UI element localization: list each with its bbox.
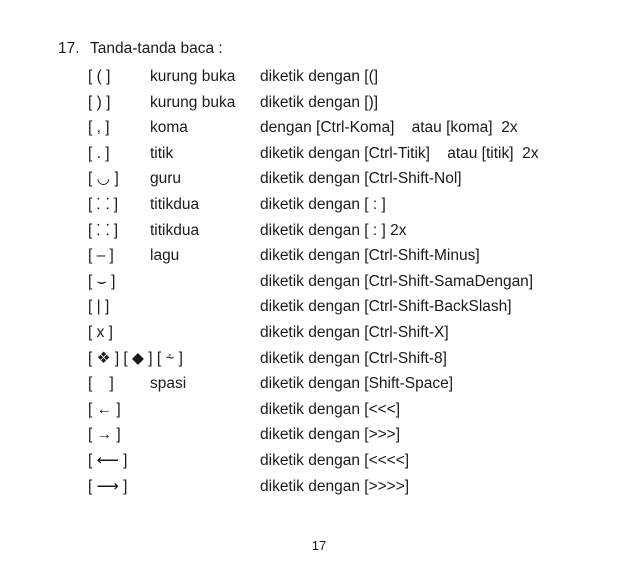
punctuation-description: diketik dengan [ : ] 2x (260, 221, 407, 239)
punctuation-name: spasi (150, 375, 187, 393)
punctuation-symbol: [ ⸬ ] (88, 195, 119, 213)
punctuation-description: diketik dengan [Ctrl-Shift-SamaDengan] (260, 272, 534, 290)
punctuation-symbol: [ ] (88, 375, 114, 393)
punctuation-description: diketik dengan [(] (260, 68, 379, 85)
punctuation-symbol: [ ⌣ ] (88, 272, 116, 290)
section-number: 17. (58, 40, 80, 57)
punctuation-symbol: [ ◡ ] (88, 170, 119, 188)
punctuation-name: koma (150, 119, 188, 137)
punctuation-name: guru (150, 170, 182, 188)
punctuation-symbol: [ → ] (88, 426, 121, 444)
punctuation-description: diketik dengan [>>>>] (260, 477, 410, 495)
punctuation-description: diketik dengan [Ctrl-Shift-Minus] (260, 247, 480, 265)
punctuation-symbol: [ , ] (88, 119, 110, 137)
punctuation-description: diketik dengan [Ctrl-Shift-8] (260, 349, 447, 367)
punctuation-symbol: [ ⟵ ] (88, 451, 128, 469)
punctuation-symbol: [ ❖ ] [ ◆ ] [ ⸞ ] (88, 349, 183, 367)
punctuation-name: kurung buka (150, 68, 236, 85)
punctuation-description: diketik dengan [ : ] (260, 195, 386, 213)
punctuation-symbol: [ ⟶ ] (88, 477, 128, 495)
punctuation-name: titik (150, 144, 174, 162)
punctuation-symbol: [ | ] (88, 298, 110, 316)
punctuation-symbol: [ ( ] (88, 68, 111, 85)
punctuation-description: diketik dengan [Ctrl-Shift-Nol] (260, 170, 462, 188)
punctuation-name: titikdua (150, 221, 200, 239)
punctuation-name: titikdua (150, 195, 200, 213)
punctuation-description: diketik dengan [Ctrl-Shift-X] (260, 323, 449, 341)
punctuation-symbol: [ ⸬ ] (88, 221, 119, 239)
punctuation-name: kurung buka (150, 93, 236, 111)
punctuation-description: dengan [Ctrl-Koma] atau [koma] 2x (260, 119, 518, 137)
punctuation-description: diketik dengan [<<<] (260, 400, 401, 418)
punctuation-symbol: [ – ] (88, 247, 114, 265)
punctuation-description: diketik dengan [Shift-Space] (260, 375, 454, 393)
page-number: 17 (311, 538, 327, 553)
punctuation-description: diketik dengan [Ctrl-Shift-BackSlash] (260, 298, 512, 316)
punctuation-description: diketik dengan [)] (260, 93, 379, 111)
punctuation-description: diketik dengan [>>>] (260, 426, 401, 444)
punctuation-description: diketik dengan [<<<<] (260, 451, 410, 469)
punctuation-symbol: [ ← ] (88, 400, 121, 418)
section-heading (58, 40, 223, 58)
punctuation-symbol: [ ) ] (88, 93, 111, 111)
punctuation-symbol: [ . ] (88, 144, 110, 162)
punctuation-name: lagu (150, 247, 180, 265)
punctuation-symbol: [ x ] (88, 323, 113, 341)
punctuation-description: diketik dengan [Ctrl-Titik] atau [titik] 2x (260, 144, 539, 162)
section-title: Tanda-tanda baca : (90, 40, 223, 57)
